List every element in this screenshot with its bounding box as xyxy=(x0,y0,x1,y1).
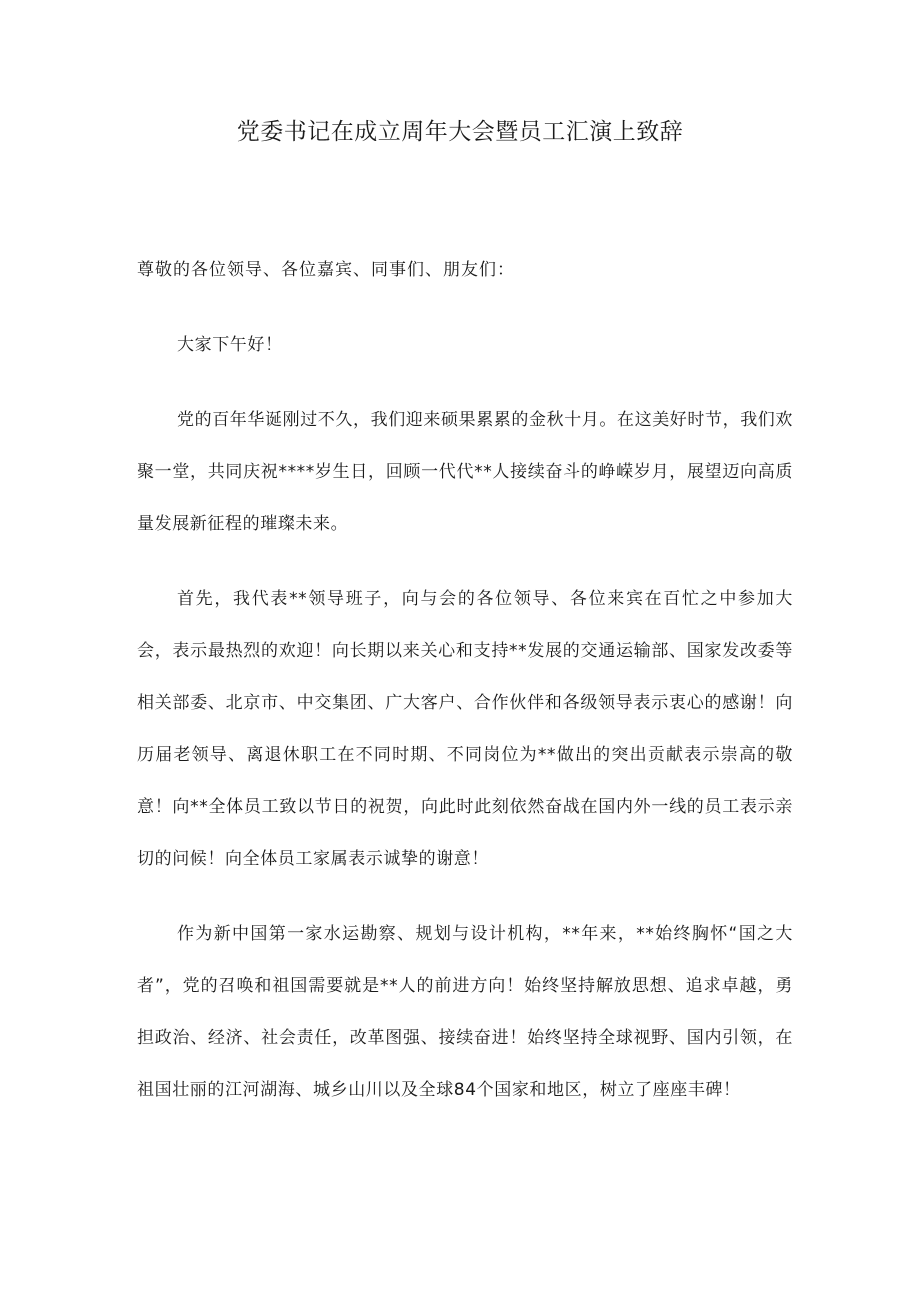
document-body xyxy=(137,244,793,1139)
salutation: 尊敬的各位领导、各位嘉宾、同事们、朋友们： xyxy=(137,260,515,280)
paragraph-thanks: 首先，我代表**领导班子，向与会的各位领导、各位来宾在百忙之中参加大会，表示最热烈的欢迎！向长期以来关心和支持**发展的交通运输部、国家发改委等相关部委、北京市、中交集团、广大客户、合作伙伴和各级领导表示衷心的感谢！向历届老领导、离退休职工在不同时期、不同岗位为**做出的突出贡献表示崇高的敬意！向**全体员工致以节日的祝贺，向此时此刻依然奋战在国内外一线的员工表示亲切的问候！向全体员工家属表示诚挚的谢意！ xyxy=(137,589,793,869)
document-title: 党委书记在成立周年大会暨员工汇演上致辞 xyxy=(236,119,684,145)
paragraph-greeting: 大家下午好！ xyxy=(177,335,283,355)
paragraph-celebration: 党的百年华诞刚过不久，我们迎来硕果累累的金秋十月。在这美好时节，我们欢聚一堂，共同庆祝****岁生日，回顾一代代**人接续奋斗的峥嵘岁月，展望迈向高质量发展新征程的璀璨未来。 xyxy=(137,410,793,534)
paragraph-history: 作为新中国第一家水运勘察、规划与设计机构，**年来，**始终胸怀“国之大者”，党的召唤和祖国需要就是**人的前进方向！始终坚持解放思想、追求卓越，勇担政治、经济、社会责任，改革图强、接续奋进！始终坚持全球视野、国内引领，在祖国壮丽的江河湖海、城乡山川以及全球84个国家和地区，树立了座座丰碑！ xyxy=(137,924,793,1100)
